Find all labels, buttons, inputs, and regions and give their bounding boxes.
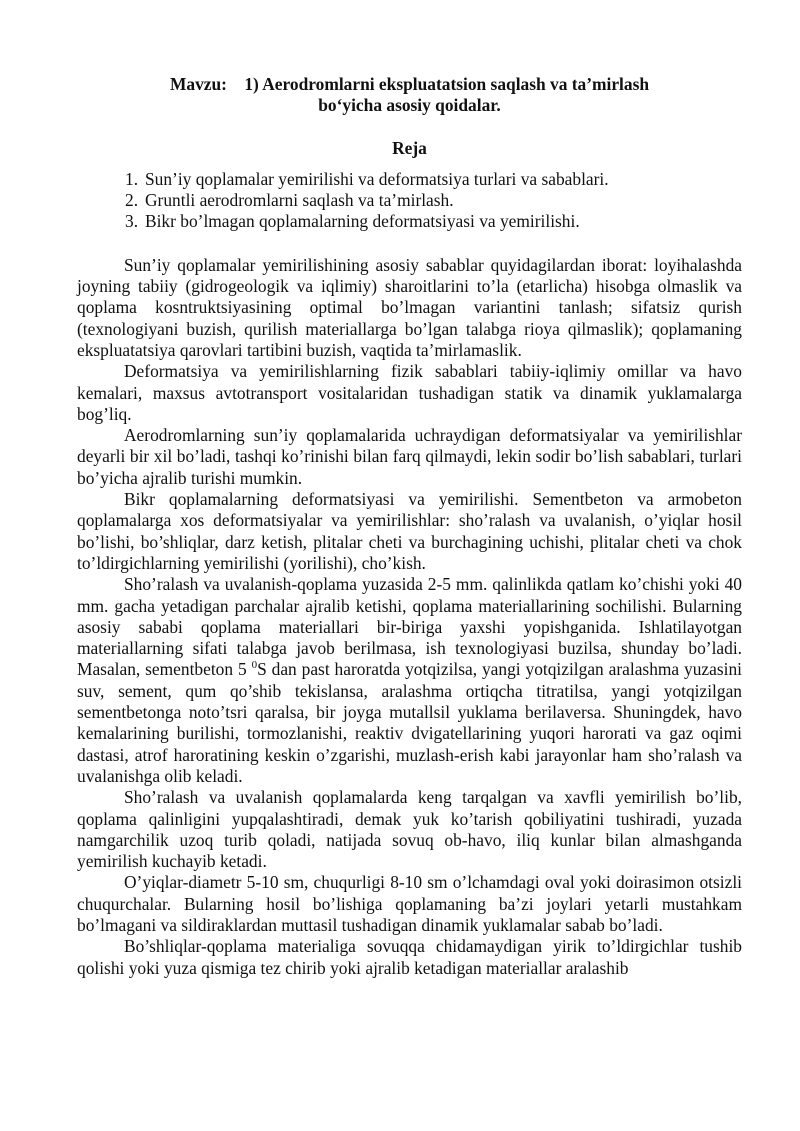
paragraph-text: S dan past haroratda yotqizilsa, yangi yotqizilgan aralashma yuzasini suv, sement, qum qo’shib tekislansa, aralashma ortiqcha titratilsa, yangi yotqizilgan sementbetonga noto’tsri qaralsa, bir joyga mutallsil yuklama berilaversa. Shuningdek, havo kemalarining burilishi, tormozlanishi, reaktiv dvigatellarining yuqori harorati va gaz oqimi dastasi, atrof haroratining keskin o’zgarishi, muzlash-erish kabi jarayonlar ham sho’ralash va uvalanishga olib keladi. bbox=[77, 659, 742, 786]
paragraph-text: Sho’ralash va uvalanish-qoplama yuzasida 2-5 mm. qalinlikda qatlam ko’chishi yoki 40 mm. gacha yetadigan parchalar ajralib ketishi, qoplama materiallarining sochilishi. Bularning asosiy sababi qoplama materiallari bir-biriga yaxshi yopishganida. Ishlatilayotgan materiallarning sifati talabga javob berilmasa, ish texnologiyasi buzilsa, shunday bo’ladi. Masalan, sementbeton 5 bbox=[77, 574, 742, 680]
plan-item bbox=[77, 211, 742, 232]
plan-item-text: Bikr bo’lmagan qoplamalarning deformatsiyasi va yemirilishi. bbox=[145, 211, 580, 232]
plan-item-number: 1. bbox=[125, 168, 139, 189]
title-line-2: bo‘yicha asosiy qoidalar. bbox=[318, 95, 501, 116]
plan-item-number: 2. bbox=[125, 190, 139, 211]
plan-item bbox=[77, 169, 742, 190]
plan-item-number: 3. bbox=[125, 211, 139, 232]
plan-heading: Reja bbox=[392, 137, 427, 158]
plan-item-text: Sun’iy qoplamalar yemirilishi va deformatsiya turlari va sabablari. bbox=[145, 168, 609, 189]
body-paragraph: Aerodromlarning sun’iy qoplamalarida uchraydigan deformatsiyalar va yemirilishlar deyarli bir xil bo’ladi, tashqi ko’rinishi bilan farq qilmaydi, lekin sodir bo’lish sabablari, turlari bo’yicha ajralib turishi mumkin. bbox=[77, 425, 742, 488]
body-paragraph: Sho’ralash va uvalanish qoplamalarda keng tarqalgan va xavfli yemirilish bo’lib, qoplama qalinligini yupqalashtiradi, demak yuk ko’tarish qobiliyatini tushiradi, yuzada namgarchilik uzoq turib qoladi, natijada sovuq ob-havo, iliq kunlar bilan almashganda yemirilish kuchayib ketadi. bbox=[77, 787, 742, 872]
document-page bbox=[77, 74, 742, 979]
document-title bbox=[77, 74, 742, 117]
degree-superscript: 0 bbox=[251, 659, 258, 672]
body-paragraph: Deformatsiya va yemirilishlarning fizik sabablari tabiiy-iqlimiy omillar va havo kemalari, maxsus avtotransport vositalaridan tushadigan statik va dinamik yuklamalarga bog’liq. bbox=[77, 361, 742, 424]
plan-item-text: Gruntli aerodromlarni saqlash va ta’mirlash. bbox=[145, 190, 454, 211]
body-paragraph: Bo’shliqlar-qoplama materialiga sovuqqa chidamaydigan yirik to’ldirgichlar tushib qolishi yoki yuza qismiga tez chirib yoki ajralib ketadigan materiallar aralashib bbox=[77, 936, 742, 978]
body-paragraph bbox=[77, 574, 742, 787]
body-paragraph: O’yiqlar-diametr 5-10 sm, chuqurligi 8-10 sm o’lchamdagi oval yoki doirasimon otsizli chuqurchalar. Bularning hosil bo’lishiga qoplamaning ba’zi joylari yetarli mustahkam bo’lmagani va sildiraklardan muttasil tushadigan dinamik yuklamalar sabab bo’ladi. bbox=[77, 872, 742, 935]
plan-item bbox=[77, 190, 742, 211]
body-paragraph: Sun’iy qoplamalar yemirilishining asosiy sabablar quyidagilardan iborat: loyihalashda joyning tabiiy (gidrogeologik va iqlimiy) sharoitlarini to’la (etarlicha) hisobga olmaslik va qoplama kosntruktsiyasining optimal bo’lmagan variantini tanlash; sifatsiz qurish (texnologiyani buzish, qurilish materiallarga bo’lgan talabga rioya qilmaslik); qoplamaning ekspluatatsiya qarovlari tartibini buzish, vaqtida ta’mirlamaslik. bbox=[77, 254, 742, 360]
plan-list bbox=[77, 169, 742, 233]
title-line-1: Mavzu: 1) Aerodromlarni ekspluatatsion saqlash va ta’mirlash bbox=[169, 74, 650, 94]
body-paragraph: Bikr qoplamalarning deformatsiyasi va yemirilishi. Sementbeton va armobeton qoplamalarga xos deformatsiyalar va yemirilishlar: sho’ralash va uvalanish, o’yiqlar hosil bo’lishi, bo’shliqlar, darz ketish, plitalar cheti va burchagining uchishi, plitalar cheti va chok to’ldirgichlarning yemirilishi (yorilishi), cho’kish. bbox=[77, 489, 742, 573]
